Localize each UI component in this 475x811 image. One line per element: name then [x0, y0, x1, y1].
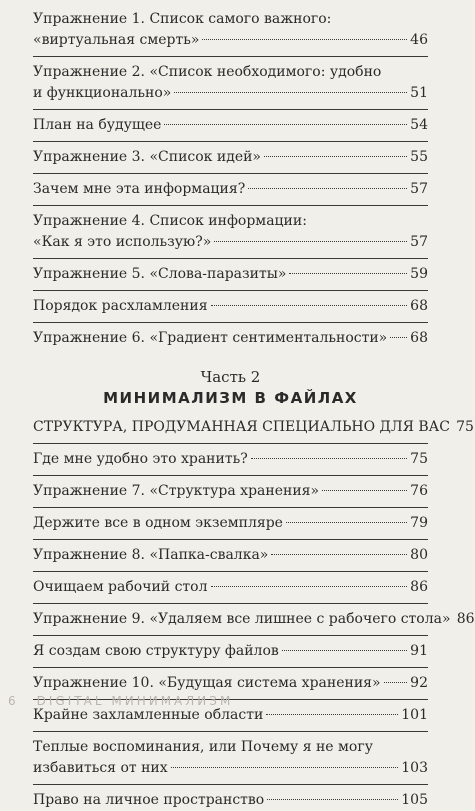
dot-leader	[202, 39, 407, 40]
toc-entry-page: 59	[410, 266, 428, 282]
toc-separator	[33, 635, 428, 636]
toc-entry-page: 68	[410, 298, 428, 314]
toc-entry	[33, 513, 428, 534]
dot-leader	[267, 799, 398, 800]
toc-entry-title: «Как я это использую?»	[33, 234, 212, 250]
toc-entry-page: 103	[401, 760, 428, 776]
toc-entry	[33, 9, 428, 51]
toc-entry-line	[33, 449, 428, 470]
toc-entry-title: Упражнение 5. «Слова-паразиты»	[33, 266, 287, 282]
toc-separator	[33, 258, 428, 259]
dot-leader	[211, 586, 408, 587]
toc-separator	[33, 56, 428, 57]
toc-entry	[33, 641, 428, 662]
toc-entry-title: Упражнение 3. «Список идей»	[33, 149, 261, 165]
toc-entry-line	[33, 179, 428, 200]
toc-entry-line	[33, 641, 428, 662]
toc-entry-line	[33, 417, 474, 438]
toc-entry-title: Очищаем рабочий стол	[33, 579, 208, 595]
footer-running-title: DIGITAL МИНИМАЛИЗМ	[36, 694, 234, 708]
dot-leader	[384, 682, 407, 683]
toc-entry-page: 75	[410, 451, 428, 467]
dot-leader	[289, 273, 407, 274]
toc-entry-title: Где мне удобно это хранить?	[33, 451, 248, 467]
toc-entry-title: Упражнение 9. «Удаляем все лишнее с рабочего стола»	[33, 611, 451, 627]
toc-entry-title: Упражнение 8. «Папка-свалка»	[33, 547, 269, 563]
toc-entry-line	[33, 115, 428, 136]
toc-entry	[33, 577, 428, 598]
toc-separator	[33, 667, 428, 668]
toc-entry-title: избавиться от них	[33, 760, 168, 776]
toc-entry-title: Упражнение 10. «Будущая система хранения»	[33, 675, 381, 691]
toc-separator	[33, 443, 428, 444]
dot-leader	[248, 188, 407, 189]
toc-separator	[33, 109, 428, 110]
toc-entry-line	[33, 577, 428, 598]
toc-separator	[33, 475, 428, 476]
toc-entry	[33, 449, 428, 470]
toc-entry-line	[33, 758, 428, 779]
part-title: МИНИМАЛИЗМ В ФАЙЛАХ	[103, 389, 358, 407]
toc-entry	[33, 264, 428, 285]
toc-entry	[33, 673, 428, 694]
toc-entry-title: Упражнение 4. Список информации:	[33, 213, 307, 229]
toc-entry-page: 91	[410, 643, 428, 659]
toc-entry-title: и функционально»	[33, 85, 172, 101]
toc-entry-title: Упражнение 1. Список самого важного:	[33, 11, 332, 27]
toc-entry-page: 86	[410, 579, 428, 595]
toc-entry	[33, 545, 428, 566]
toc-entry	[33, 705, 428, 726]
toc-entry	[33, 328, 428, 349]
toc-entry-title: Крайне захламленные области	[33, 707, 264, 723]
toc-entry-page: 75	[456, 419, 474, 435]
toc-entry-page: 79	[410, 515, 428, 531]
dot-leader	[390, 337, 407, 338]
toc-separator	[33, 290, 428, 291]
toc-entry	[33, 147, 428, 168]
toc-entry-line	[33, 9, 428, 30]
toc-entry	[33, 417, 474, 438]
toc-entry-title: Я создам свою структуру файлов	[33, 643, 279, 659]
toc-entry	[33, 211, 428, 253]
toc-entry-page: 68	[410, 330, 428, 346]
toc-entry	[33, 737, 428, 779]
page-footer	[8, 694, 233, 708]
toc-entry-title: Упражнение 6. «Градиент сентиментальности»	[33, 330, 388, 346]
dot-leader	[164, 124, 407, 125]
toc-entry-line	[33, 30, 428, 51]
toc-entry-page: 80	[410, 547, 428, 563]
toc-entry-line	[33, 232, 428, 253]
toc-entry-line	[33, 705, 428, 726]
toc-entry-page: 57	[410, 234, 428, 250]
toc-entry	[33, 62, 428, 104]
toc-entry-title: План на будущее	[33, 117, 162, 133]
toc-entry-line	[33, 737, 428, 758]
toc-entry-page: 105	[401, 792, 428, 808]
toc-part2-list	[33, 417, 475, 811]
toc-entry-title: Зачем мне эта информация?	[33, 181, 246, 197]
toc-entry-page: 57	[410, 181, 428, 197]
dot-leader	[286, 522, 407, 523]
toc-separator	[33, 731, 428, 732]
toc-separator	[33, 603, 428, 604]
toc-entry-line	[33, 513, 428, 534]
toc-entry-title: Упражнение 2. «Список необходимого: удобно	[33, 64, 382, 80]
toc-entry-line	[33, 264, 428, 285]
toc-entry-title: Теплые воспоминания, или Почему я не могу	[33, 739, 373, 755]
toc-separator	[33, 322, 428, 323]
toc-separator	[33, 571, 428, 572]
toc-entry-line	[33, 296, 428, 317]
toc-entry-line	[33, 147, 428, 168]
dot-leader	[282, 650, 407, 651]
toc-entry-line	[33, 609, 475, 630]
toc-entry-line	[33, 673, 428, 694]
toc-entry	[33, 179, 428, 200]
toc-entry-line	[33, 790, 428, 811]
toc-separator	[33, 539, 428, 540]
toc-entry-line	[33, 211, 428, 232]
table-of-contents	[33, 9, 475, 811]
part-number: Часть 2	[200, 368, 261, 386]
toc-entry	[33, 609, 475, 630]
toc-entry-title: Упражнение 7. «Структура хранения»	[33, 483, 320, 499]
part-heading	[33, 367, 428, 409]
toc-separator	[33, 141, 428, 142]
toc-entry-line	[33, 62, 428, 83]
dot-leader	[264, 156, 407, 157]
toc-entry-page: 101	[401, 707, 428, 723]
dot-leader	[171, 767, 399, 768]
toc-entry	[33, 481, 428, 502]
toc-separator	[33, 507, 428, 508]
dot-leader	[251, 458, 407, 459]
toc-entry-page: 76	[410, 483, 428, 499]
toc-entry-page: 46	[410, 32, 428, 48]
toc-separator	[33, 784, 428, 785]
toc-separator	[33, 173, 428, 174]
toc-entry	[33, 115, 428, 136]
toc-entry	[33, 790, 428, 811]
dot-leader	[211, 305, 407, 306]
toc-part1-list	[33, 9, 428, 349]
toc-entry-title: СТРУКТУРА, ПРОДУМАННАЯ СПЕЦИАЛЬНО ДЛЯ ВАС	[33, 419, 450, 435]
toc-entry-page: 55	[410, 149, 428, 165]
toc-entry-page: 51	[410, 85, 428, 101]
toc-separator	[33, 205, 428, 206]
toc-entry-line	[33, 481, 428, 502]
dot-leader	[174, 92, 407, 93]
toc-entry-line	[33, 328, 428, 349]
toc-entry	[33, 296, 428, 317]
toc-entry-page: 92	[410, 675, 428, 691]
toc-entry-page: 86	[456, 611, 475, 627]
toc-entry-line	[33, 83, 428, 104]
dot-leader	[214, 241, 407, 242]
toc-entry-title: Право на личное пространство	[33, 792, 265, 808]
dot-leader	[271, 554, 407, 555]
toc-entry-title: «виртуальная смерть»	[33, 32, 200, 48]
toc-entry-title: Порядок расхламления	[33, 298, 208, 314]
toc-entry-line	[33, 545, 428, 566]
dot-leader	[266, 714, 398, 715]
toc-entry-title: Держите все в одном экземпляре	[33, 515, 283, 531]
toc-entry-page: 54	[410, 117, 428, 133]
footer-page-number: 6	[8, 694, 19, 708]
dot-leader	[322, 490, 407, 491]
